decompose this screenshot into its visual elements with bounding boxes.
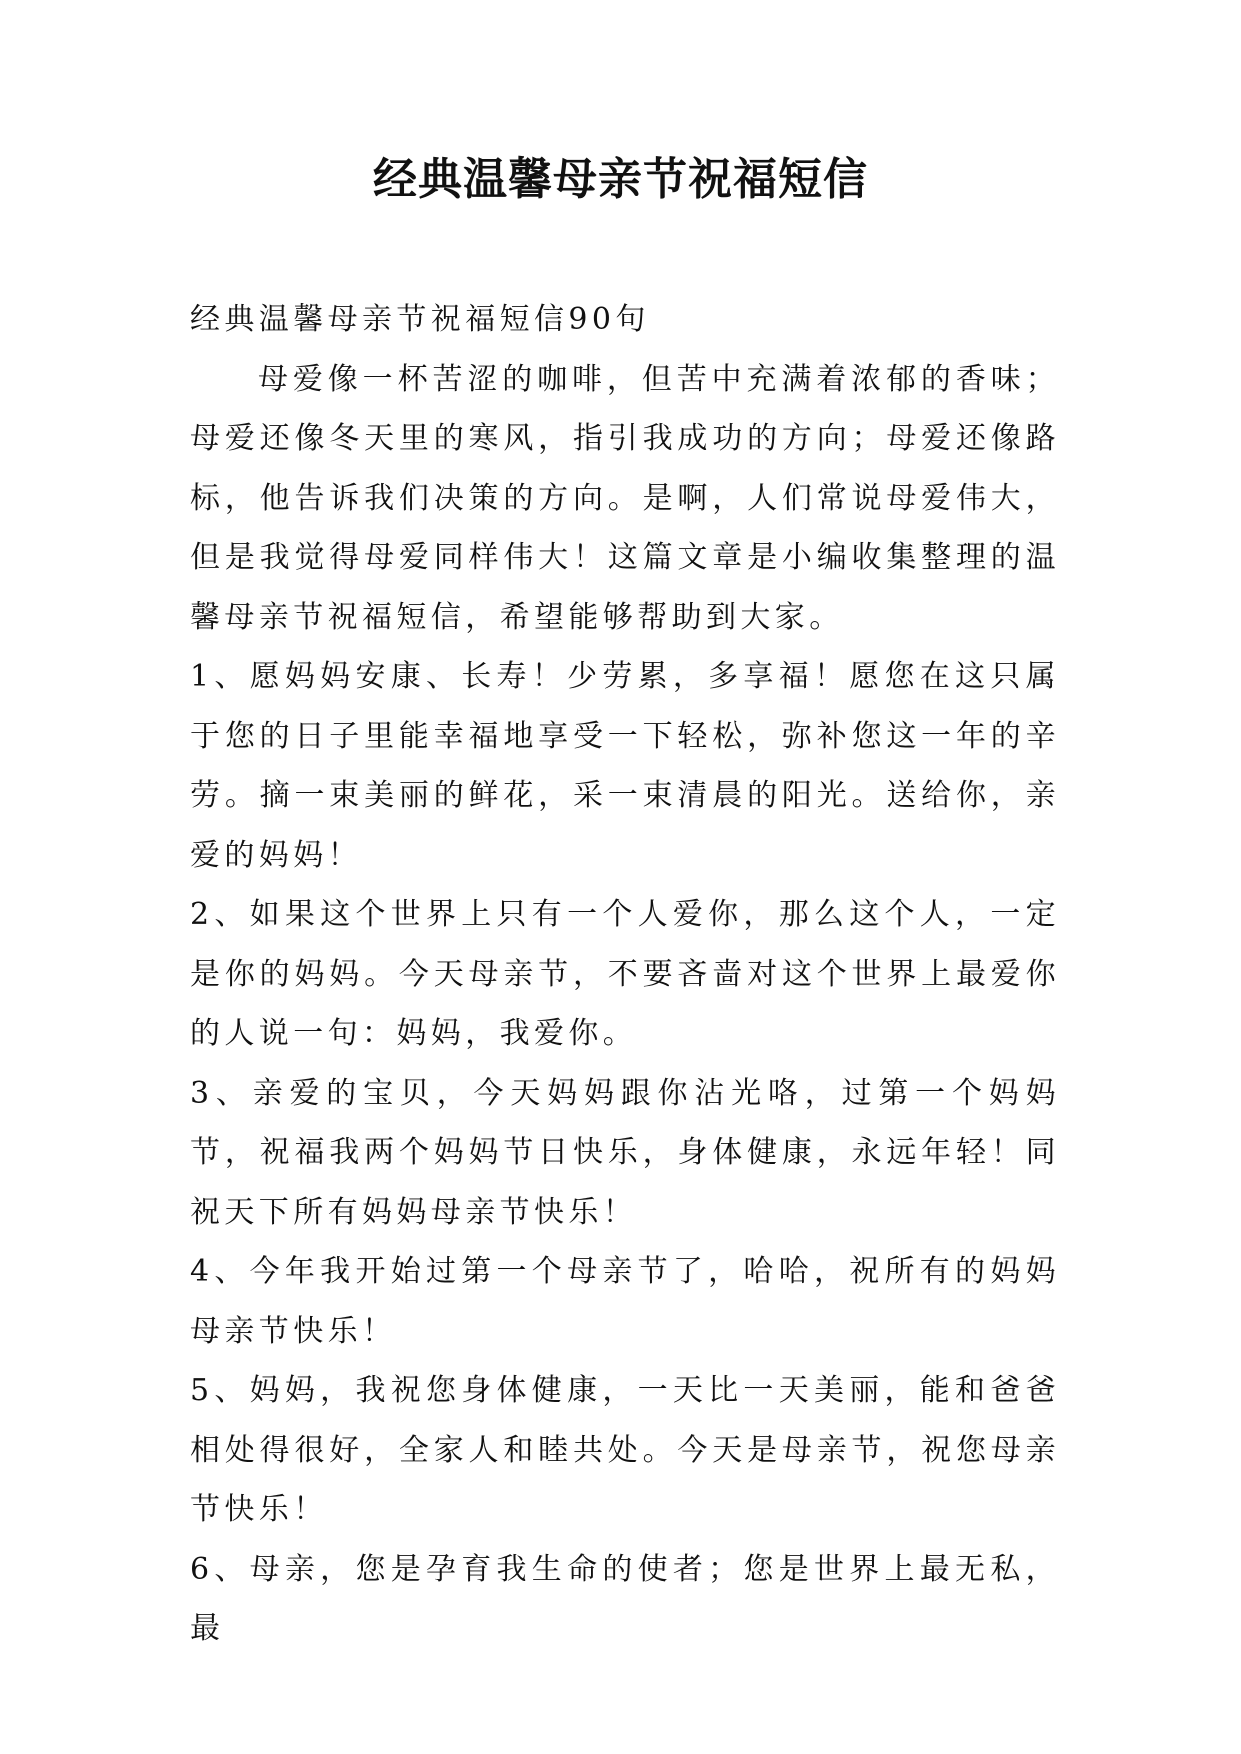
list-item: 4、今年我开始过第一个母亲节了，哈哈，祝所有的妈妈母亲节快乐！ — [190, 1254, 1060, 1349]
intro-paragraph: 母爱像一杯苦涩的咖啡，但苦中充满着浓郁的香味；母爱还像冬天里的寒风，指引我成功的方向；母爱还像路标，他告诉我们决策的方向。是啊，人们常说母爱伟大，但是我觉得母爱同样伟大！这篇文章是小编收集整理的温馨母亲节祝福短信，希望能够帮助到大家。 — [190, 361, 1060, 635]
list-item: 2、如果这个世界上只有一个人爱你，那么这个人，一定是你的妈妈。今天母亲节，不要吝啬对这个世界上最爱你的人说一句：妈妈，我爱你。 — [190, 897, 1060, 1051]
list-item: 5、妈妈，我祝您身体健康，一天比一天美丽，能和爸爸相处得很好，全家人和睦共处。今天是母亲节，祝您母亲节快乐！ — [190, 1373, 1060, 1527]
list-item: 3、亲爱的宝贝，今天妈妈跟你沾光咯，过第一个妈妈节，祝福我两个妈妈节日快乐，身体健康，永远年轻！同祝天下所有妈妈母亲节快乐！ — [190, 1075, 1060, 1230]
list-item: 1、愿妈妈安康、长寿！少劳累，多享福！愿您在这只属于您的日子里能幸福地享受一下轻松，弥补您这一年的辛劳。摘一束美丽的鲜花，采一束清晨的阳光。送给你，亲爱的妈妈！ — [190, 659, 1060, 873]
document-subtitle: 经典温馨母亲节祝福短信90句 — [190, 302, 650, 337]
document-body — [190, 290, 1060, 1659]
document-title: 经典温馨母亲节祝福短信 — [373, 154, 868, 205]
list-item: 6、母亲，您是孕育我生命的使者；您是世界上最无私，最 — [190, 1551, 1060, 1646]
